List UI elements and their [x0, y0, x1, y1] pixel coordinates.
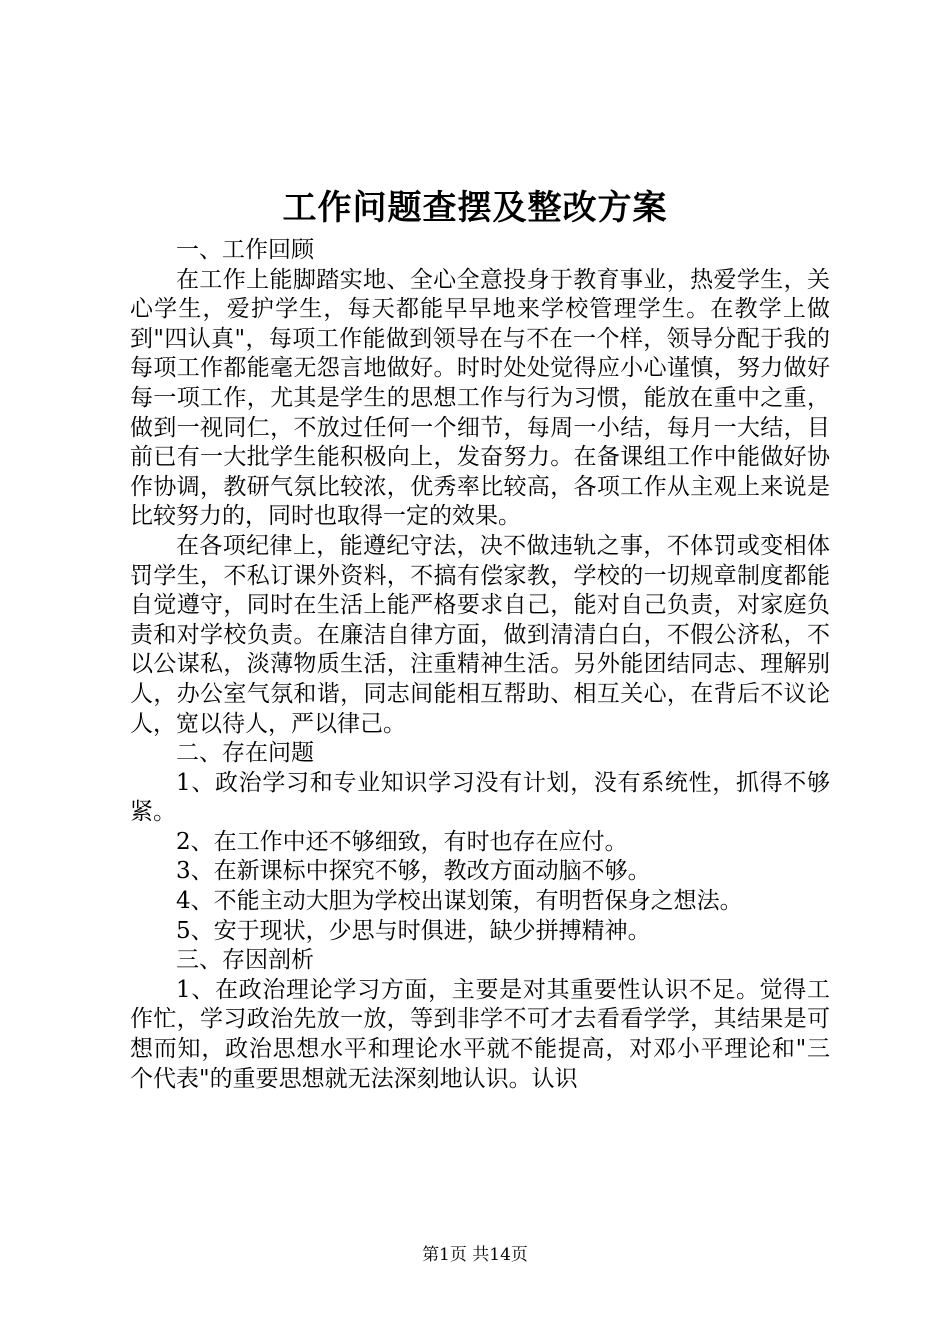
analysis-item-1: 1、在政治理论学习方面，主要是对其重要性认识不足。觉得工作忙，学习政治先放一放，等到非学不可才去看看学学，其结果是可想而知，政治思想水平和理论水平就不能提高，对邓小平理论和"三个代表"的重要思想就无法深刻地认识。认识	[130, 976, 830, 1092]
section-heading-analysis: 三、存因剖析	[176, 947, 314, 974]
document-body	[130, 236, 830, 1094]
problem-item-5: 5、安于现状，少思与时俱进，缺少拼搏精神。	[176, 917, 651, 944]
document-title: 工作问题查摆及整改方案	[282, 188, 668, 228]
section-heading-problems: 二、存在问题	[176, 740, 314, 767]
page-number-footer: 第1页 共14页	[422, 1245, 528, 1265]
problem-item-1: 1、政治学习和专业知识学习没有计划，没有系统性，抓得不够紧。	[130, 769, 830, 826]
problem-item-2: 2、在工作中还不够细致，有时也存在应付。	[176, 828, 628, 855]
section-heading-review: 一、工作回顾	[176, 237, 314, 263]
problem-item-3: 3、在新课标中探究不够，教改方面动脑不够。	[176, 858, 651, 885]
paragraph-discipline: 在各项纪律上，能遵纪守法，决不做违轨之事，不体罚或变相体罚学生，不私订课外资料，不搞有偿家教，学校的一切规章制度都能自觉遵守，同时在生活上能严格要求自己，能对自己负责，对家庭负责和对学校负责。在廉洁自律方面，做到清清白白，不假公济私，不以公谋私，淡薄物质生活，注重精神生活。另外能团结同志、理解别人，办公室气氛和谐，同志间能相互帮助、相互关心，在背后不议论人，宽以待人，严以律己。	[130, 532, 830, 737]
paragraph-work-review: 在工作上能脚踏实地、全心全意投身于教育事业，热爱学生，关心学生，爱护学生，每天都能早早地来学校管理学生。在教学上做到"四认真"，每项工作能做到领导在与不在一个样，领导分配于我的每项工作都能毫无怨言地做好。时时处处觉得应小心谨慎，努力做好每一项工作，尤其是学生的思想工作与行为习惯，能放在重中之重，做到一视同仁，不放过任何一个细节，每周一小结，每月一大结，目前已有一大批学生能积极向上，发奋努力。在备课组工作中能做好协作协调，教研气氛比较浓，优秀率比较高，各项工作从主观上来说是比较努力的，同时也取得一定的效果。	[130, 266, 830, 530]
problem-item-4: 4、不能主动大胆为学校出谋划策，有明哲保身之想法。	[176, 888, 743, 915]
